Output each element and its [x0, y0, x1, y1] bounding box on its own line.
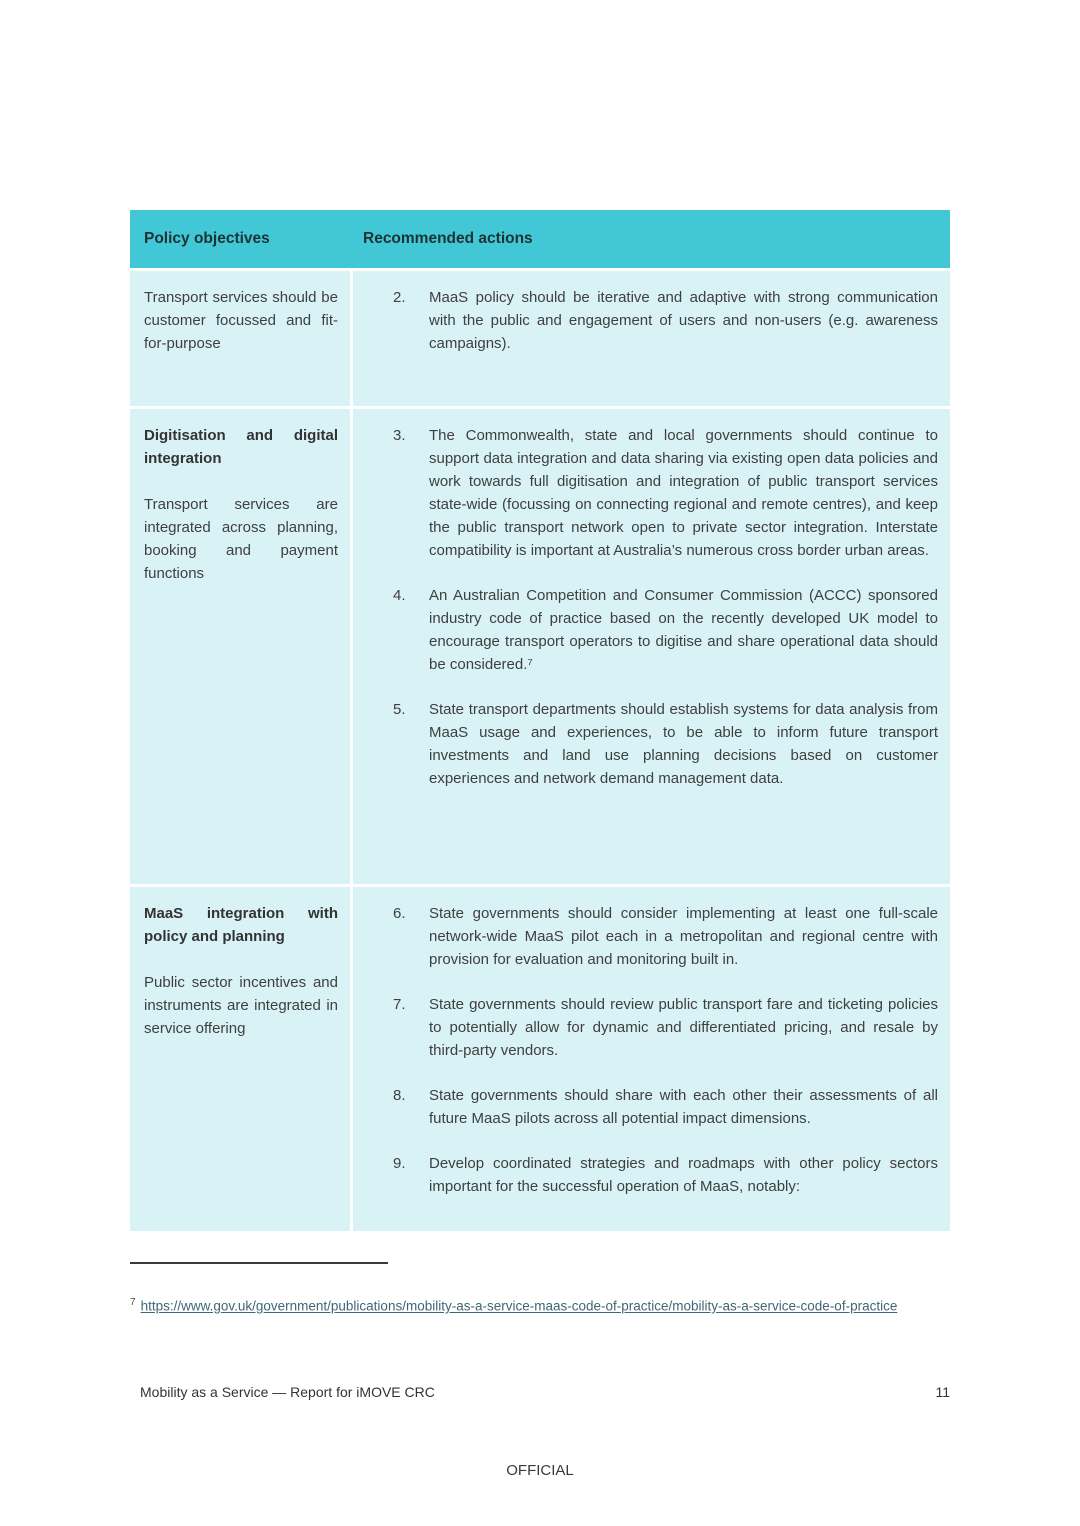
actions-cell [353, 271, 950, 406]
action-item [353, 902, 938, 971]
footer-page-number: 11 [935, 1384, 950, 1400]
action-number: 4. [393, 587, 406, 604]
action-text: Develop coordinated strategies and roadmaps with other policy sectors important for the successful operation of MaaS, notably: [429, 1155, 938, 1195]
action-item [353, 286, 938, 355]
objective-body: Public sector incentives and instruments are integrated in service offering [144, 974, 338, 1037]
header-recommended-actions: Recommended actions [363, 230, 533, 247]
action-number: 3. [393, 427, 406, 444]
objective-body: Transport services are integrated across planning, booking and payment functions [144, 496, 338, 582]
classification-marking: OFFICIAL [506, 1462, 574, 1479]
action-text: State governments should consider implementing at least one full-scale network-wide MaaS pilot each in a metropolitan and regional centre with provision for evaluation and monitoring built in. [429, 905, 938, 968]
action-text: State governments should share with each other their assessments of all future MaaS pilots across all potential impact dimensions. [429, 1087, 938, 1127]
footnote-divider [130, 1262, 388, 1264]
action-text: An Australian Competition and Consumer Commission (ACCC) sponsored industry code of practice based on the recently developed UK model to encourage transport operators to digitise and share operational data should be considered.⁷ [429, 587, 938, 673]
actions-cell [353, 409, 950, 884]
action-text: State transport departments should establish systems for data analysis from MaaS usage and experiences, to be able to inform future transport investments and land use planning decisions based on customer experiences and network demand management data. [429, 701, 938, 787]
action-item [353, 584, 938, 676]
action-number: 8. [393, 1087, 406, 1104]
action-item [353, 1084, 938, 1130]
action-number: 2. [393, 289, 406, 306]
action-number: 9. [393, 1155, 406, 1172]
table-row [130, 409, 950, 884]
footer-report-title: Mobility as a Service — Report for iMOVE CRC [140, 1384, 435, 1400]
objective-cell [130, 887, 350, 1231]
objective-cell [130, 409, 350, 884]
actions-cell [353, 887, 950, 1231]
action-item [353, 424, 938, 562]
objective-title: Digitisation and digital integration [144, 427, 338, 467]
table-row [130, 271, 950, 406]
header-policy-objectives: Policy objectives [144, 230, 270, 247]
action-text: State governments should review public transport fare and ticketing policies to potentially allow for dynamic and differentiated pricing, and resale by third-party vendors. [429, 996, 938, 1059]
footnote-link[interactable]: https://www.gov.uk/government/publications/mobility-as-a-service-maas-code-of-practice/mobility-as-a-service-code-of-practice [140, 1298, 898, 1314]
action-number: 7. [393, 996, 406, 1013]
footnote [130, 1292, 958, 1317]
action-item [353, 698, 938, 790]
action-text: MaaS policy should be iterative and adaptive with strong communication with the public and engagement of users and non-users (e.g. awareness campaigns). [429, 289, 938, 352]
objective-title: MaaS integration with policy and planning [144, 905, 338, 945]
table-header-row [130, 210, 950, 268]
action-item [353, 1152, 938, 1198]
footnote-marker: 7 [130, 1297, 136, 1308]
action-text: The Commonwealth, state and local governments should continue to support data integration and data sharing via existing open data policies and work towards full digitisation and integration of public transport services state-wide (focussing on connecting regional and remote centres), and keep the public transport network open to private sector integration. Interstate compatibility is important at Australia’s numerous cross border urban areas. [429, 427, 938, 559]
policy-actions-table [130, 210, 950, 1231]
action-number: 5. [393, 701, 406, 718]
objective-body: Transport services should be customer focussed and fit-for-purpose [144, 289, 338, 352]
action-item [353, 993, 938, 1062]
table-row [130, 887, 950, 1231]
action-number: 6. [393, 905, 406, 922]
objective-cell [130, 271, 350, 406]
